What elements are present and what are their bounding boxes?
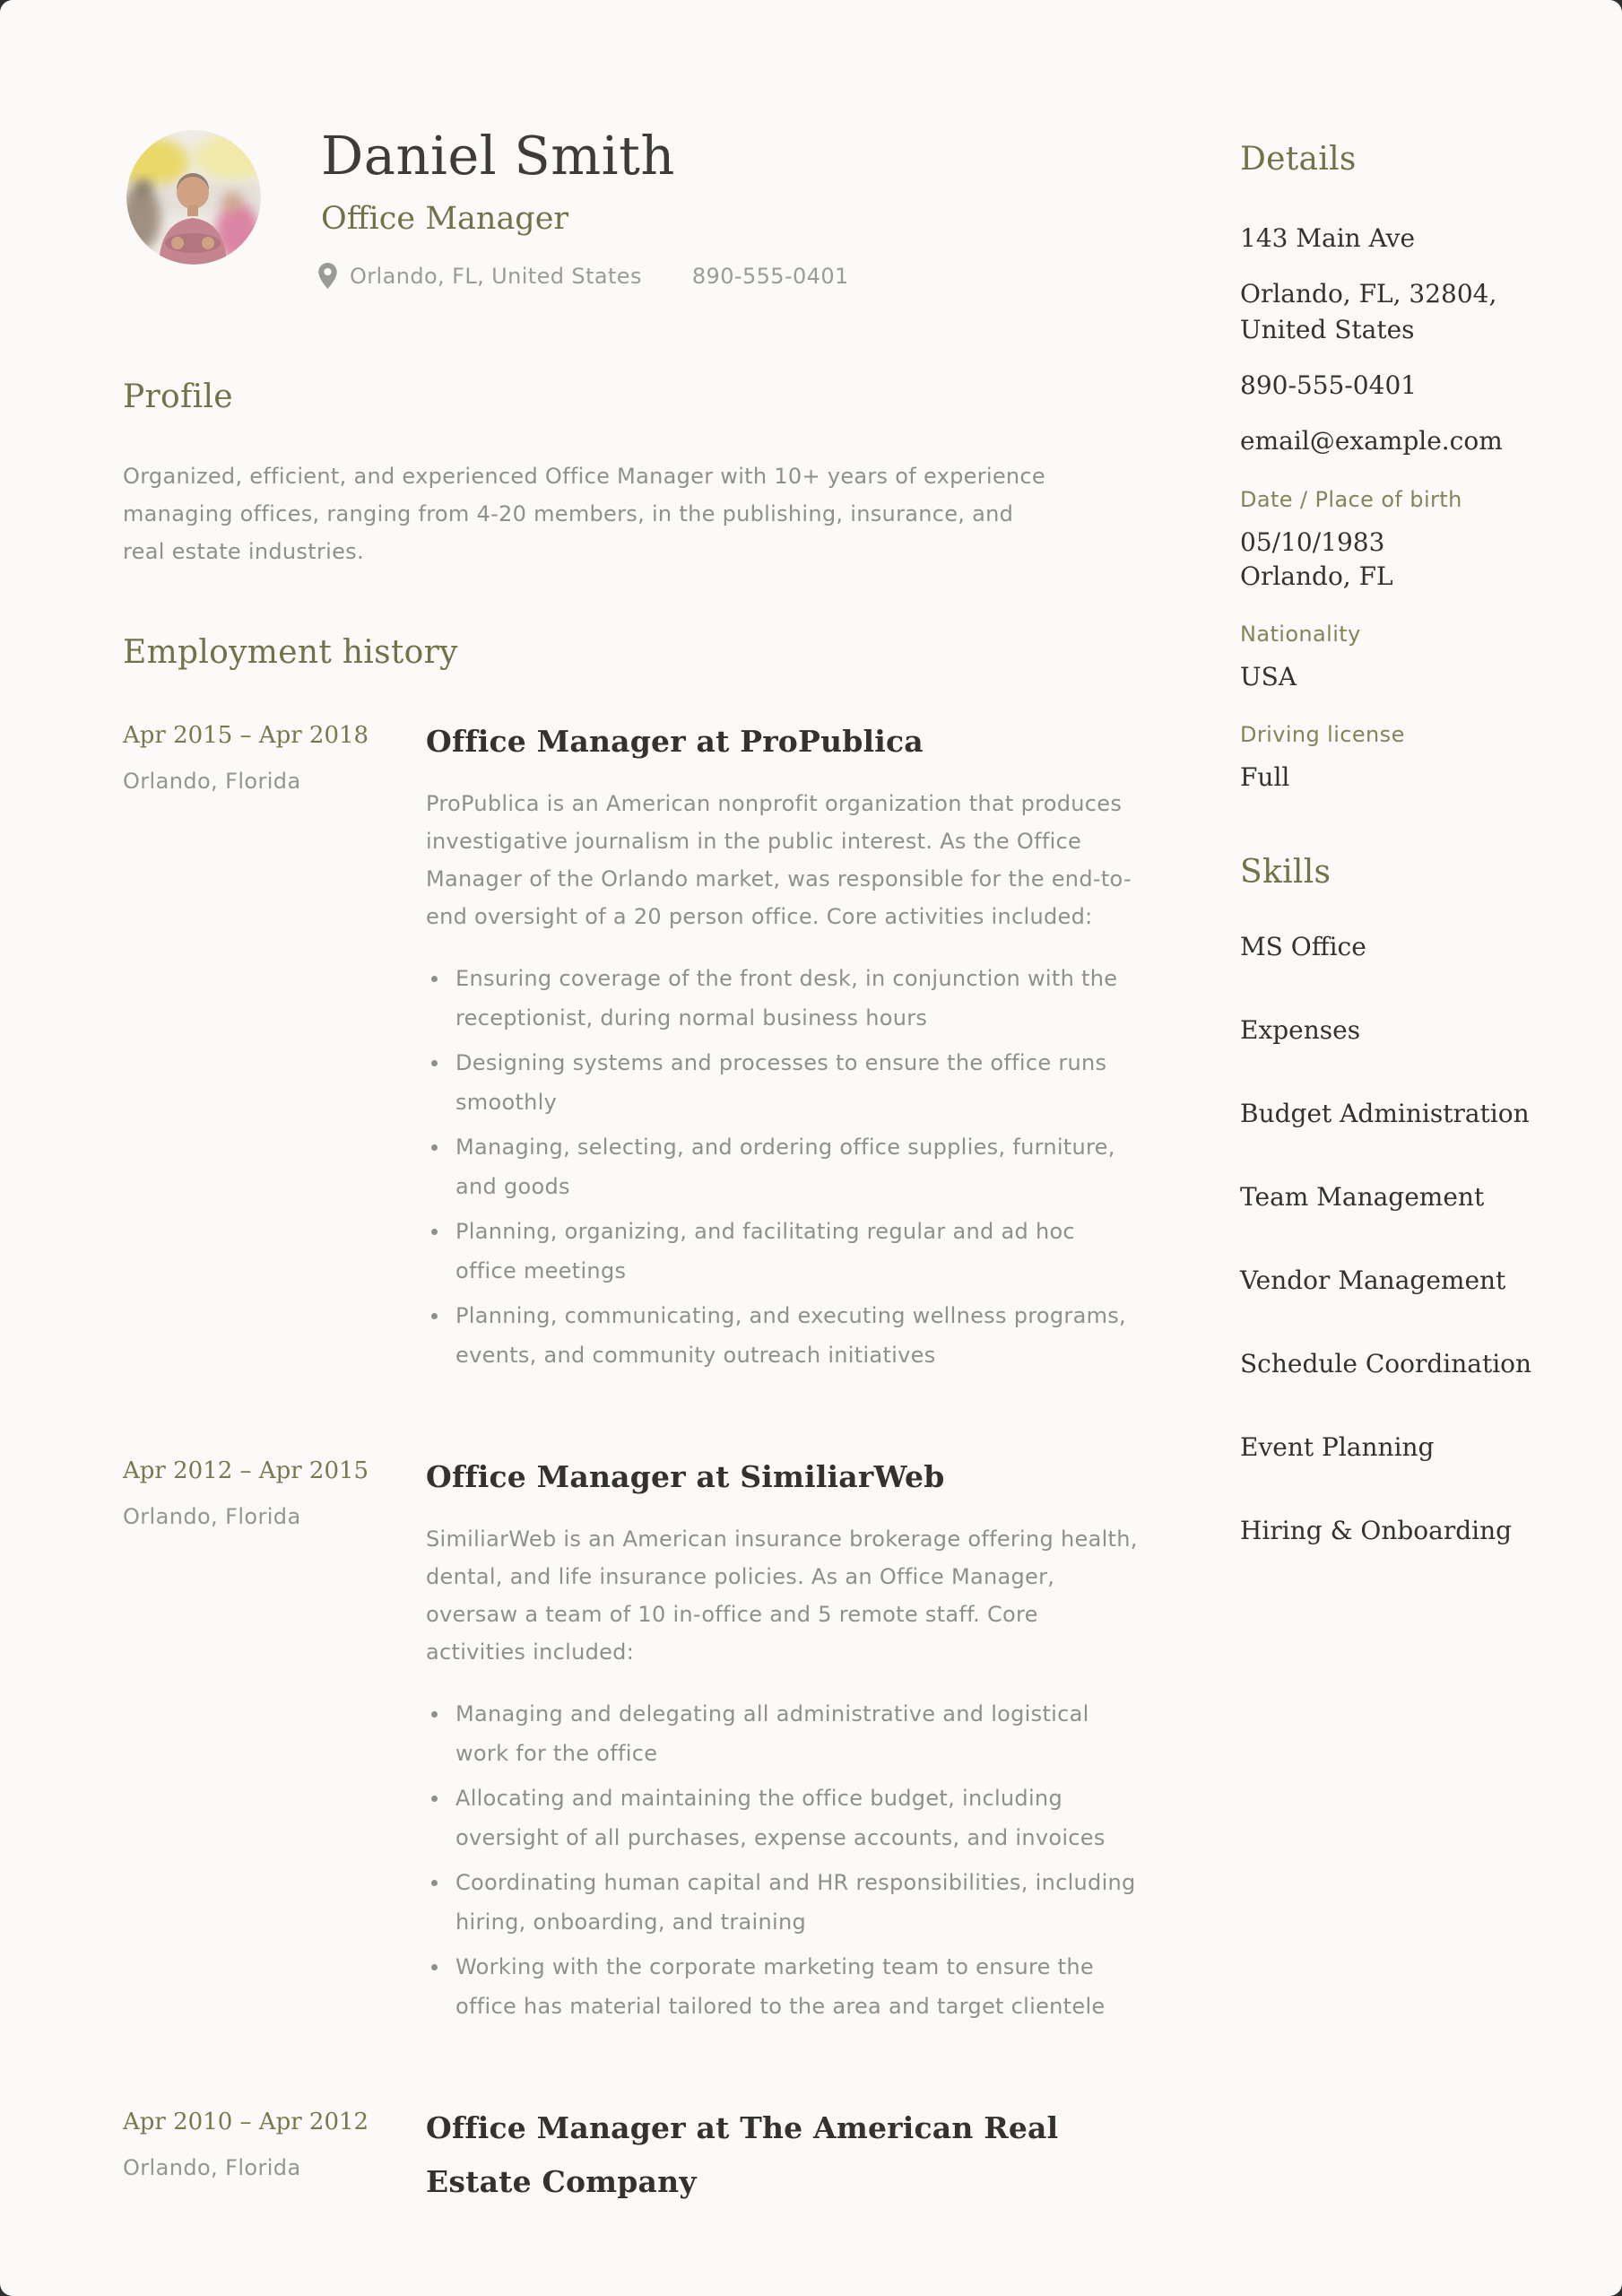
job-bullet-list	[426, 959, 1141, 1375]
job-description: SimiliarWeb is an American insurance brokerage offering health, dental, and life insurance policies. As an Office Manager, oversaw a team of 10 in-office and 5 remote staff. Core activities included:	[426, 1526, 1138, 1665]
details-sidebar	[1240, 139, 1538, 1596]
address-line2: Orlando, FL, 32804, United States	[1240, 279, 1497, 344]
job-dates: Apr 2010 – Apr 2012	[123, 2109, 369, 2135]
birth-place: Orlando, FL	[1240, 561, 1393, 591]
sidebar-email: email@example.com	[1240, 426, 1503, 456]
job-detail	[426, 720, 1141, 1380]
job-bullet: Designing systems and processes to ensure the office runs smoothly	[426, 1043, 1141, 1122]
nationality-label: Nationality	[1240, 622, 1361, 647]
skills-heading: Skills	[1240, 854, 1331, 891]
skill-item: Schedule Coordination	[1240, 1349, 1532, 1378]
skills-list	[1240, 929, 1538, 1549]
sidebar-phone: 890-555-0401	[1240, 370, 1418, 400]
job-bullet: Managing and delegating all administrative and logistical work for the office	[426, 1694, 1141, 1773]
profile-text: Organized, efficient, and experienced Office Manager with 10+ years of experience managing offices, ranging from 4-20 members, in the publishing, insurance, and real estate industries.	[123, 464, 1045, 564]
address-block	[1240, 221, 1538, 459]
location-pin-icon	[318, 263, 337, 289]
job-location: Orlando, Florida	[123, 769, 301, 794]
profile-photo	[126, 130, 261, 265]
job-meta	[123, 2107, 426, 2209]
skill-item: Vendor Management	[1240, 1265, 1506, 1295]
skill-item: Hiring & Onboarding	[1240, 1516, 1513, 1545]
job-dates: Apr 2012 – Apr 2015	[123, 1457, 369, 1484]
person-name: Daniel Smith	[321, 125, 675, 187]
job-location: Orlando, Florida	[123, 2155, 301, 2180]
details-heading: Details	[1240, 141, 1357, 178]
job-bullet: Working with the corporate marketing team to ensure the office has material tailored to the area and target clientele	[426, 1947, 1141, 2026]
job-bullet: Allocating and maintaining the office budget, including oversight of all purchases, expense accounts, and invoices	[426, 1779, 1141, 1857]
skill-item: Budget Administration	[1240, 1099, 1530, 1128]
job-title: Office Manager at The American Real Estate Company	[426, 2110, 1059, 2199]
skill-item: Event Planning	[1240, 1432, 1435, 1462]
skill-item: Team Management	[1240, 1182, 1485, 1212]
job-dates: Apr 2015 – Apr 2018	[123, 722, 369, 749]
job-bullet: Managing, selecting, and ordering office supplies, furniture, and goods	[426, 1127, 1141, 1206]
header-location: Orlando, FL, United States	[350, 263, 642, 289]
job-detail	[426, 1456, 1141, 2031]
nationality-value: USA	[1240, 662, 1297, 691]
job-bullet: Planning, organizing, and facilitating regular and ad hoc office meetings	[426, 1212, 1141, 1291]
job-bullet: Coordinating human capital and HR responsibilities, including hiring, onboarding, and training	[426, 1863, 1141, 1942]
job-meta	[123, 1456, 426, 2031]
contact-row	[318, 263, 849, 289]
employment-section	[123, 632, 1141, 2209]
job-bullet-list	[426, 1694, 1141, 2026]
job-meta	[123, 720, 426, 1380]
license-value: Full	[1240, 762, 1290, 792]
job-list	[123, 720, 1141, 2209]
job-detail	[426, 2107, 1141, 2209]
address-line1: 143 Main Ave	[1240, 223, 1416, 253]
birth-label: Date / Place of birth	[1240, 487, 1462, 512]
employment-heading: Employment history	[123, 634, 458, 671]
profile-section	[123, 377, 1058, 570]
job-title: Office Manager at ProPublica	[426, 724, 924, 759]
license-label: Driving license	[1240, 722, 1405, 747]
birth-value	[1240, 526, 1538, 594]
job-location: Orlando, Florida	[123, 1504, 301, 1529]
header-phone: 890-555-0401	[691, 263, 849, 289]
job-bullet: Planning, communicating, and executing wellness programs, events, and community outreach initiatives	[426, 1296, 1141, 1375]
birth-date: 05/10/1983	[1240, 527, 1385, 557]
job-entry	[123, 720, 1141, 1380]
profile-photo-image	[126, 130, 261, 265]
job-title: Office Manager at SimiliarWeb	[426, 1459, 945, 1494]
job-entry	[123, 2107, 1141, 2209]
job-description: ProPublica is an American nonprofit organization that produces investigative journalism in the public interest. As the Office Manager of the Orlando market, was responsible for the end-to-end oversight of a 20 person office. Core activities included:	[426, 791, 1132, 929]
job-entry	[123, 1456, 1141, 2031]
profile-heading: Profile	[123, 378, 233, 415]
job-bullet: Ensuring coverage of the front desk, in conjunction with the receptionist, during normal business hours	[426, 959, 1141, 1038]
person-job-title: Office Manager	[321, 201, 569, 237]
skill-item: Expenses	[1240, 1015, 1361, 1045]
skill-item: MS Office	[1240, 932, 1366, 961]
